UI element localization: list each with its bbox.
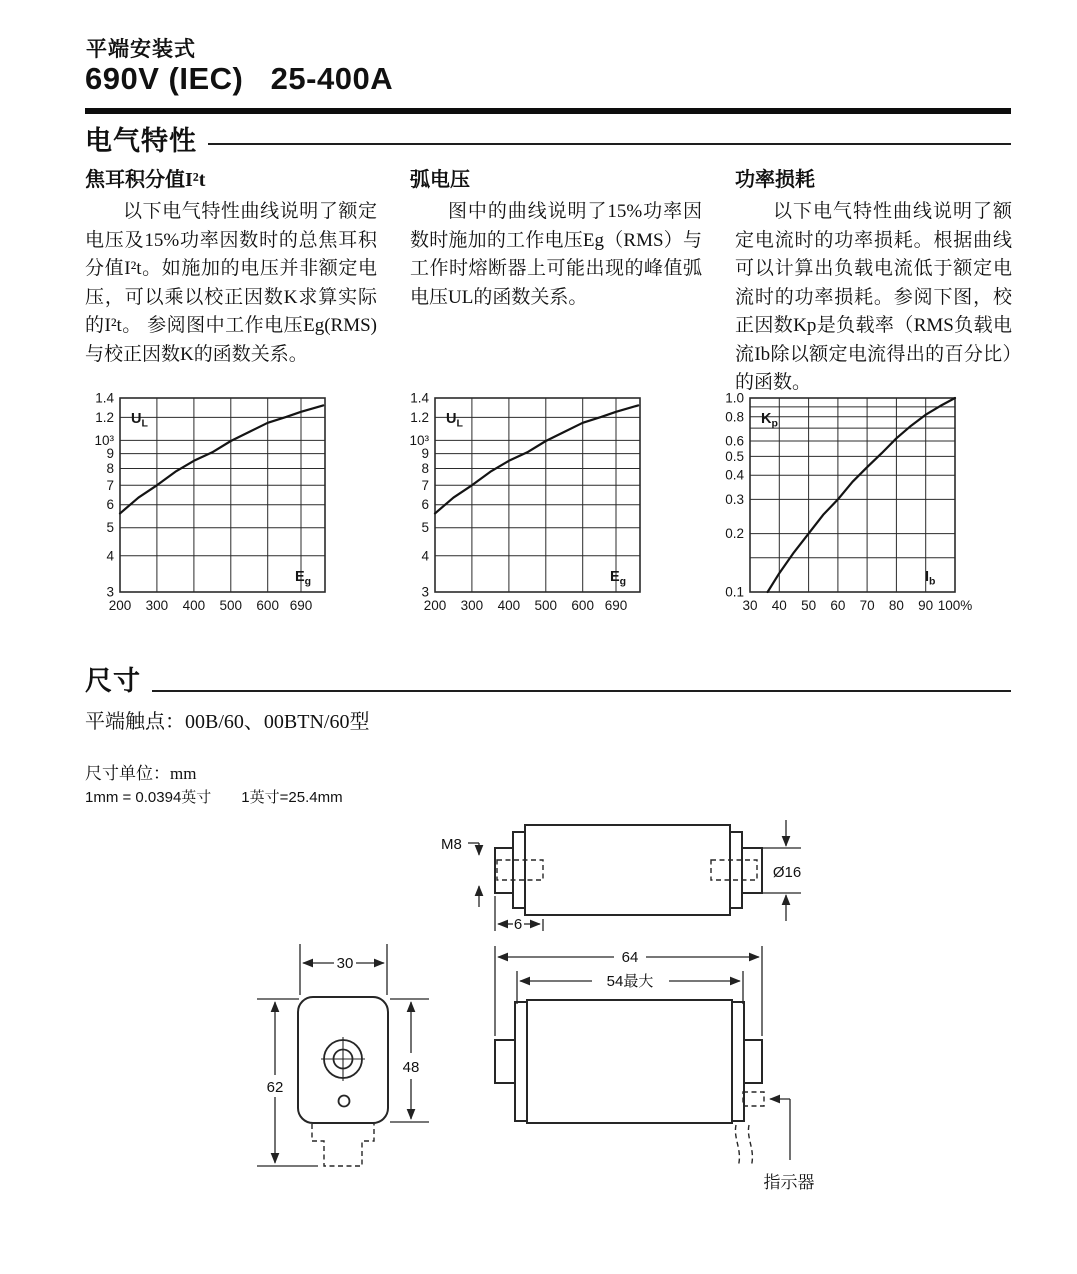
y-tick-label: 9 [421, 446, 429, 462]
indicator-strip-hidden-line [748, 1125, 752, 1167]
dim-label-m8: M8 [441, 836, 462, 853]
y-tick-label: 1.4 [95, 390, 114, 406]
arc-voltage-chart [400, 388, 670, 625]
y-tick-label: 5 [106, 520, 114, 536]
fuse-right-stud [742, 848, 762, 893]
power-loss-chart [715, 388, 985, 625]
fuse-body-outline [525, 825, 730, 915]
electrical-heading-rule [208, 143, 1011, 145]
x-axis-label: $E_g$ [610, 569, 627, 588]
unit-note: 尺寸单位：mm [85, 764, 197, 783]
x-axis-label: $I_b$ [925, 569, 936, 588]
x-tick-label: 30 [742, 598, 758, 613]
fuse-side-view [495, 946, 815, 1192]
y-tick-label: 10³ [94, 432, 114, 448]
x-tick-label: 90 [918, 598, 934, 613]
y-tick-label: 1.0 [725, 390, 744, 406]
section-heading-dimensions: 尺寸 [85, 666, 141, 696]
left-thread-hidden-line [497, 860, 543, 880]
x-axis-label: $E_g$ [295, 569, 312, 588]
y-tick-label: 0.1 [725, 584, 744, 600]
x-tick-label: 690 [289, 598, 313, 613]
column-body: 以下电气特性曲线说明了额定电压及15%功率因数时的总焦耳积分值I²t。如施加的电压并非额定电压，可以乘以校正因数K求算实际的I²t。 参阅图中工作电压Eg(RMS)与校正因数K的函数关系。 [85, 201, 377, 365]
column-body: 图中的曲线说明了15%功率因数时施加的工作电压Eg（RMS）与工作时熔断器上可能出现的峰值弧电压UL的函数关系。 [410, 201, 702, 308]
dim-label-width: 30 [336, 955, 354, 972]
y-tick-label: 8 [106, 461, 114, 476]
fuse-front-view [257, 944, 429, 1166]
joule-integral-chart [85, 388, 355, 625]
y-tick-label: 1.2 [410, 409, 429, 425]
y-tick-label: 7 [421, 477, 429, 493]
dim-label-stud-length: 6 [513, 916, 523, 933]
x-tick-label: 500 [534, 598, 558, 613]
side-left-stud [495, 1040, 515, 1083]
curve [768, 398, 955, 592]
y-axis-label: $K_p$ [761, 411, 778, 430]
column-power-loss [735, 163, 1012, 398]
x-tick-label: 200 [108, 598, 132, 613]
dim-label-diameter: Ø16 [772, 864, 802, 881]
column-heading: 焦耳积分值I²t [85, 169, 206, 191]
column-heading: 功率损耗 [735, 169, 815, 191]
dim-label-body-length: 54最大 [606, 973, 654, 990]
y-tick-label: 0.6 [725, 433, 744, 449]
page-title: 690V (IEC) 25-400A [85, 61, 394, 96]
x-tick-label: 50 [801, 598, 817, 613]
y-tick-label: 7 [106, 477, 114, 493]
hidden-tab-outline [312, 1124, 374, 1166]
fuse-top-view [441, 820, 801, 933]
chart-svg [400, 388, 670, 620]
side-body-outline [527, 1000, 732, 1123]
fuse-right-cap [730, 832, 742, 908]
y-tick-label: 8 [421, 461, 429, 476]
x-tick-label: 400 [497, 598, 521, 613]
x-tick-label: 600 [256, 598, 279, 613]
dim-label-total-height: 62 [266, 1079, 284, 1096]
y-tick-label: 3 [106, 584, 114, 600]
y-tick-label: 5 [421, 520, 429, 536]
x-tick-label: 300 [145, 598, 169, 613]
contact-type-note: 平端触点：00B/60、00BTN/60型 [85, 711, 370, 733]
y-tick-label: 9 [106, 446, 114, 462]
x-tick-label: 600 [571, 598, 594, 613]
y-tick-label: 1.4 [410, 390, 429, 406]
header-kicker: 平端安装式 [86, 37, 196, 61]
curve [120, 405, 323, 513]
dimension-drawing [240, 800, 840, 1200]
x-tick-label: 70 [859, 598, 875, 613]
x-tick-label: 690 [604, 598, 628, 613]
y-tick-label: 6 [106, 497, 114, 513]
side-left-cap [515, 1002, 527, 1121]
y-tick-label: 10³ [409, 432, 429, 448]
x-tick-label: 100% [937, 598, 973, 613]
y-tick-label: 6 [421, 497, 429, 513]
y-tick-label: 3 [421, 584, 429, 600]
x-tick-label: 60 [830, 598, 846, 613]
indicator-hidden-outline [743, 1092, 764, 1106]
y-tick-label: 0.8 [725, 409, 744, 425]
indicator-hole-circle [339, 1096, 350, 1107]
column-arc-voltage [410, 163, 702, 312]
y-tick-label: 0.5 [725, 448, 744, 464]
indicator-label: 指示器 [763, 1173, 815, 1192]
y-tick-label: 0.2 [725, 526, 744, 542]
title-rule [85, 108, 1011, 114]
indicator-strip-hidden-line [735, 1125, 739, 1167]
chart-svg [715, 388, 985, 620]
fuse-left-cap [513, 832, 525, 908]
x-tick-label: 300 [460, 598, 484, 613]
column-joule-integral [85, 163, 377, 369]
side-right-stud [744, 1040, 762, 1083]
y-tick-label: 0.4 [725, 467, 744, 483]
y-tick-label: 1.2 [95, 409, 114, 425]
section-heading-electrical: 电气特性 [85, 126, 197, 156]
conversion-note: 1mm = 0.0394英寸 1英寸=25.4mm [85, 789, 343, 806]
x-tick-label: 200 [423, 598, 447, 613]
y-tick-label: 0.3 [725, 491, 744, 507]
x-tick-label: 80 [888, 598, 904, 613]
dimensions-heading-rule [152, 690, 1011, 692]
dim-label-body-height: 48 [402, 1059, 420, 1076]
x-tick-label: 400 [182, 598, 206, 613]
column-body: 以下电气特性曲线说明了额定电流时的功率损耗。根据曲线可以计算出负载电流低于额定电流时的功率损耗。参阅下图，校正因数Kp是负载率（RMS负载电流Ib除以额定电流得出的百分比）的函数。 [735, 201, 1012, 393]
y-tick-label: 4 [106, 548, 114, 564]
y-tick-label: 4 [421, 548, 429, 564]
side-right-cap [732, 1002, 744, 1121]
curve [435, 405, 638, 513]
column-heading: 弧电压 [410, 169, 470, 191]
dim-label-total-length: 64 [621, 949, 639, 966]
x-tick-label: 40 [771, 598, 787, 613]
right-thread-hidden-line [711, 860, 757, 880]
x-tick-label: 500 [219, 598, 243, 613]
y-axis-label: $U_L$ [131, 411, 148, 430]
chart-svg [85, 388, 355, 620]
y-axis-label: $U_L$ [446, 411, 463, 430]
